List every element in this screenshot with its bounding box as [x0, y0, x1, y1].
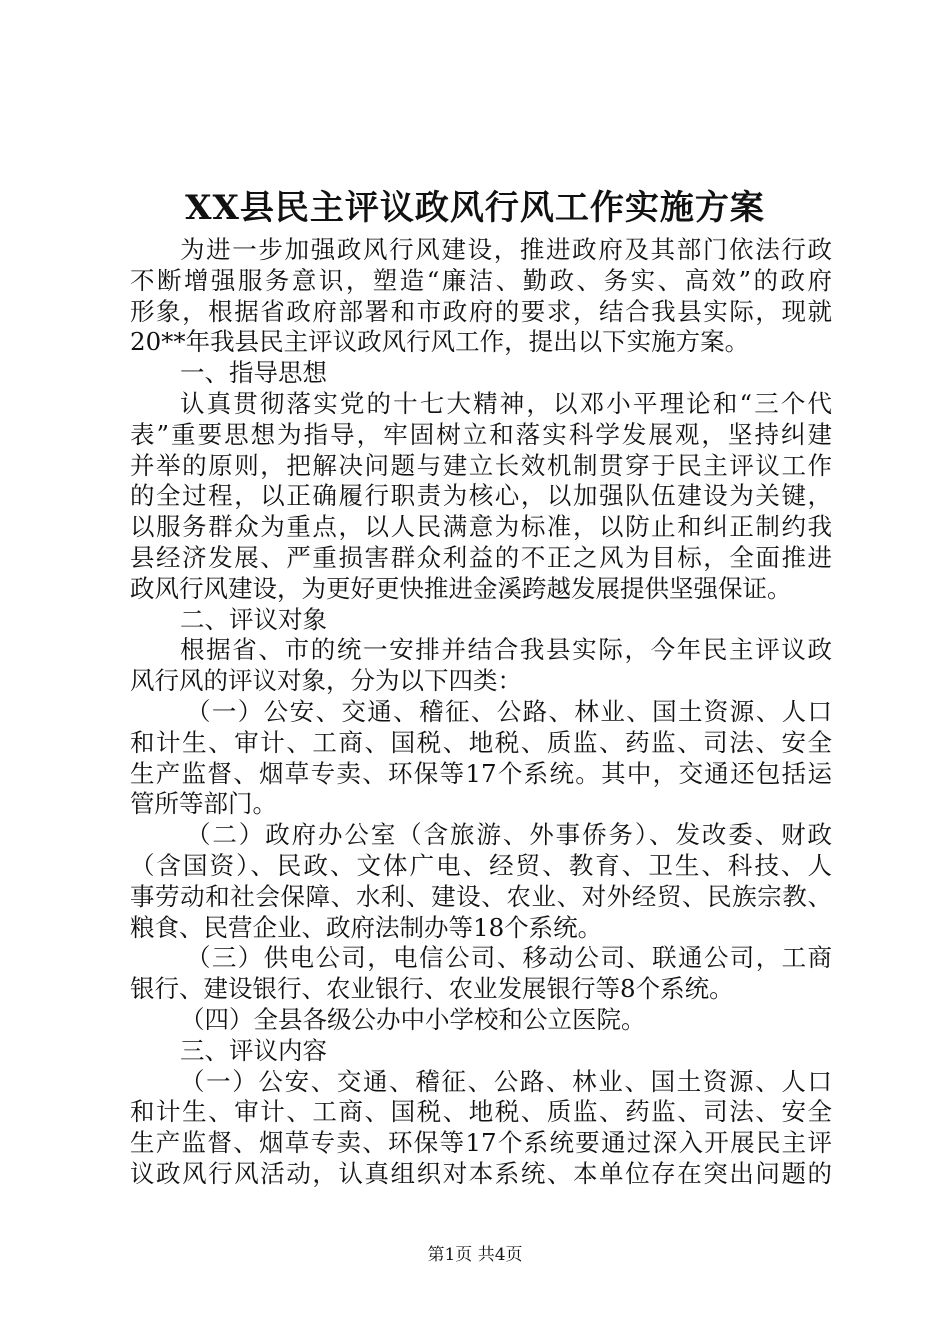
body-line: 为进一步加强政风行风建设，推进政府及其部门依法行政: [180, 235, 832, 264]
body-line: （含国资）、民政、文体广电、经贸、教育、卫生、科技、人: [130, 850, 832, 880]
body-line: 银行、建设银行、农业银行、农业发展银行等8个系统。: [130, 974, 734, 1004]
body-line: 县经济发展、严重损害群众利益的不正之风为目标，全面推进: [130, 542, 832, 572]
body-line: 事劳动和社会保障、水利、建设、农业、对外经贸、民族宗教、: [130, 881, 832, 911]
body-line: 和计生、审计、工商、国税、地税、质监、药监、司法、安全: [130, 727, 832, 757]
body-line: （二）政府办公室（含旅游、外事侨务）、发改委、财政: [186, 820, 832, 850]
body-line: 并举的原则，把解决问题与建立长效机制贯穿于民主评议工作: [130, 450, 832, 480]
section-heading: 一、指导思想: [180, 358, 327, 388]
body-line: 的全过程，以正确履行职责为核心，以加强队伍建设为关键，: [130, 481, 832, 511]
body-line: （一）公安、交通、稽征、公路、林业、国土资源、人口: [180, 1066, 832, 1096]
body-line: 议政风行风活动，认真组织对本系统、本单位存在突出问题的: [130, 1158, 832, 1188]
body-line: 认真贯彻落实党的十七大精神，以邓小平理论和“三个代: [180, 388, 832, 418]
body-line: 不断增强服务意识，塑造“廉洁、勤政、务实、高效”的政府: [130, 265, 832, 295]
body-line: 形象，根据省政府部署和市政府的要求，结合我县实际，现就: [130, 296, 832, 326]
page-footer: 第1页 共4页: [427, 1245, 523, 1265]
document-body: [130, 235, 832, 1190]
section-heading: 二、评议对象: [180, 604, 327, 634]
section-heading: 三、评议内容: [180, 1035, 327, 1065]
body-line: 风行风的评议对象，分为以下四类：: [130, 666, 522, 696]
body-line: 管所等部门。: [130, 789, 277, 819]
body-line: （一）公安、交通、稽征、公路、林业、国土资源、人口: [186, 696, 832, 726]
body-line: 政风行风建设，为更好更快推进金溪跨越发展提供坚强保证。: [130, 573, 792, 603]
body-line: 以服务群众为重点，以人民满意为标准，以防止和纠正制约我: [130, 512, 832, 542]
body-line: 生产监督、烟草专卖、环保等17个系统。其中，交通还包括运: [130, 758, 832, 788]
body-line: 根据省、市的统一安排并结合我县实际，今年民主评议政: [180, 635, 832, 665]
body-line: 20**年我县民主评议政风行风工作，提出以下实施方案。: [130, 327, 750, 357]
body-line: 和计生、审计、工商、国税、地税、质监、药监、司法、安全: [130, 1097, 832, 1127]
body-line: （三）供电公司，电信公司、移动公司、联通公司，工商: [186, 943, 832, 973]
body-line: 表”重要思想为指导，牢固树立和落实科学发展观，坚持纠建: [130, 419, 832, 449]
body-line: 粮食、民营企业、政府法制办等18个系统。: [130, 912, 603, 942]
body-line: （四）全县各级公办中小学校和公立医院。: [180, 1004, 646, 1034]
document-title: XX县民主评议政风行风工作实施方案: [185, 188, 765, 228]
body-line: 生产监督、烟草专卖、环保等17个系统要通过深入开展民主评: [130, 1128, 832, 1158]
